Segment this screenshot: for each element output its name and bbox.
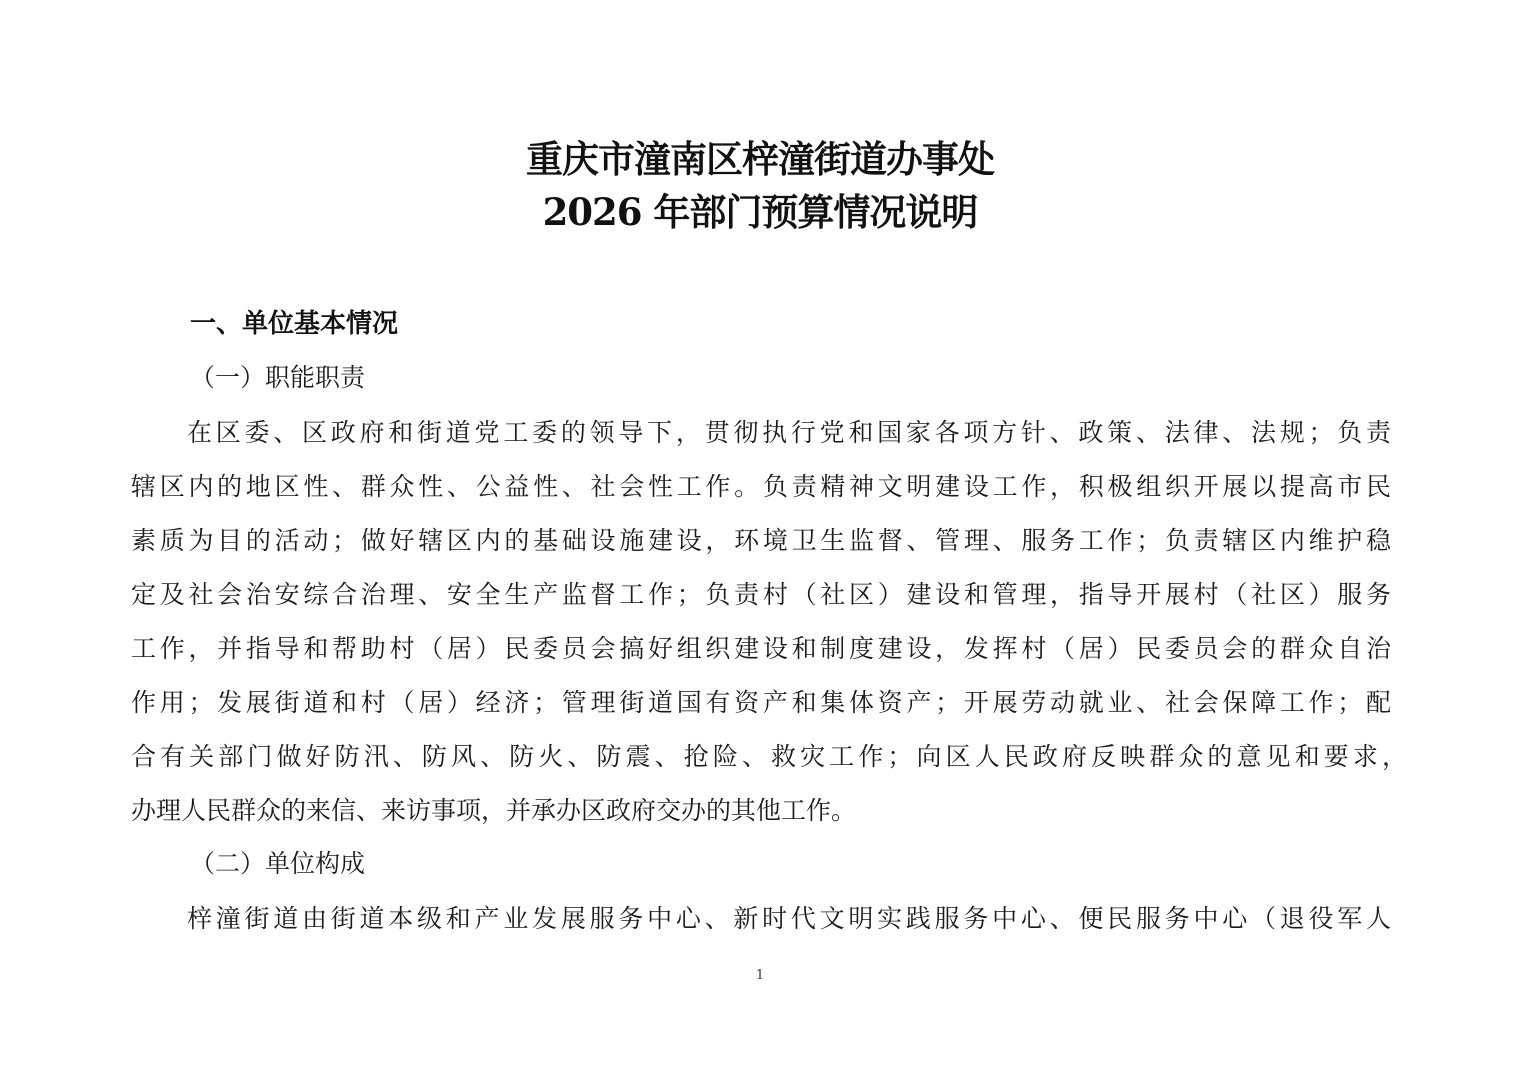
duties-paragraph-line: 在区委、区政府和街道党工委的领导下，贯彻执行党和国家各项方针、政策、法律、法规；负责 [187, 418, 1391, 447]
duties-paragraph-line: 定及社会治安综合治理、安全生产监督工作；负责村（社区）建设和管理，指导开展村（社区）服务 [131, 580, 1391, 609]
page-number: 1 [755, 968, 765, 983]
duties-paragraph-line: 素质为目的活动；做好辖区内的基础设施建设，环境卫生监督、管理、服务工作；负责辖区内维护稳 [131, 526, 1391, 555]
document-title-line-2: 2026 年部门预算情况说明 [542, 190, 978, 234]
duties-paragraph-line: 合有关部门做好防汛、防风、防火、防震、抢险、救灾工作；向区人民政府反映群众的意见和要求， [131, 742, 1407, 771]
subsection-heading-duties: （一）职能职责 [190, 363, 366, 392]
duties-paragraph-line: 办理人民群众的来信、来访事项，并承办区政府交办的其他工作。 [131, 796, 857, 825]
duties-paragraph-line: 辖区内的地区性、群众性、公益性、社会性工作。负责精神文明建设工作，积极组织开展以提高市民 [131, 472, 1391, 501]
document-title-line-1: 重庆市潼南区梓潼街道办事处 [526, 137, 994, 181]
duties-paragraph-line: 作用；发展街道和村（居）经济；管理街道国有资产和集体资产；开展劳动就业、社会保障工作；配 [131, 688, 1391, 717]
duties-paragraph-line: 工作，并指导和帮助村（居）民委员会搞好组织建设和制度建设，发挥村（居）民委员会的群众自治 [131, 634, 1391, 663]
section-heading-basic-info: 一、单位基本情况 [190, 309, 399, 339]
composition-paragraph-line: 梓潼街道由街道本级和产业发展服务中心、新时代文明实践服务中心、便民服务中心（退役军人 [187, 904, 1391, 933]
subsection-heading-composition: （二）单位构成 [190, 849, 366, 878]
